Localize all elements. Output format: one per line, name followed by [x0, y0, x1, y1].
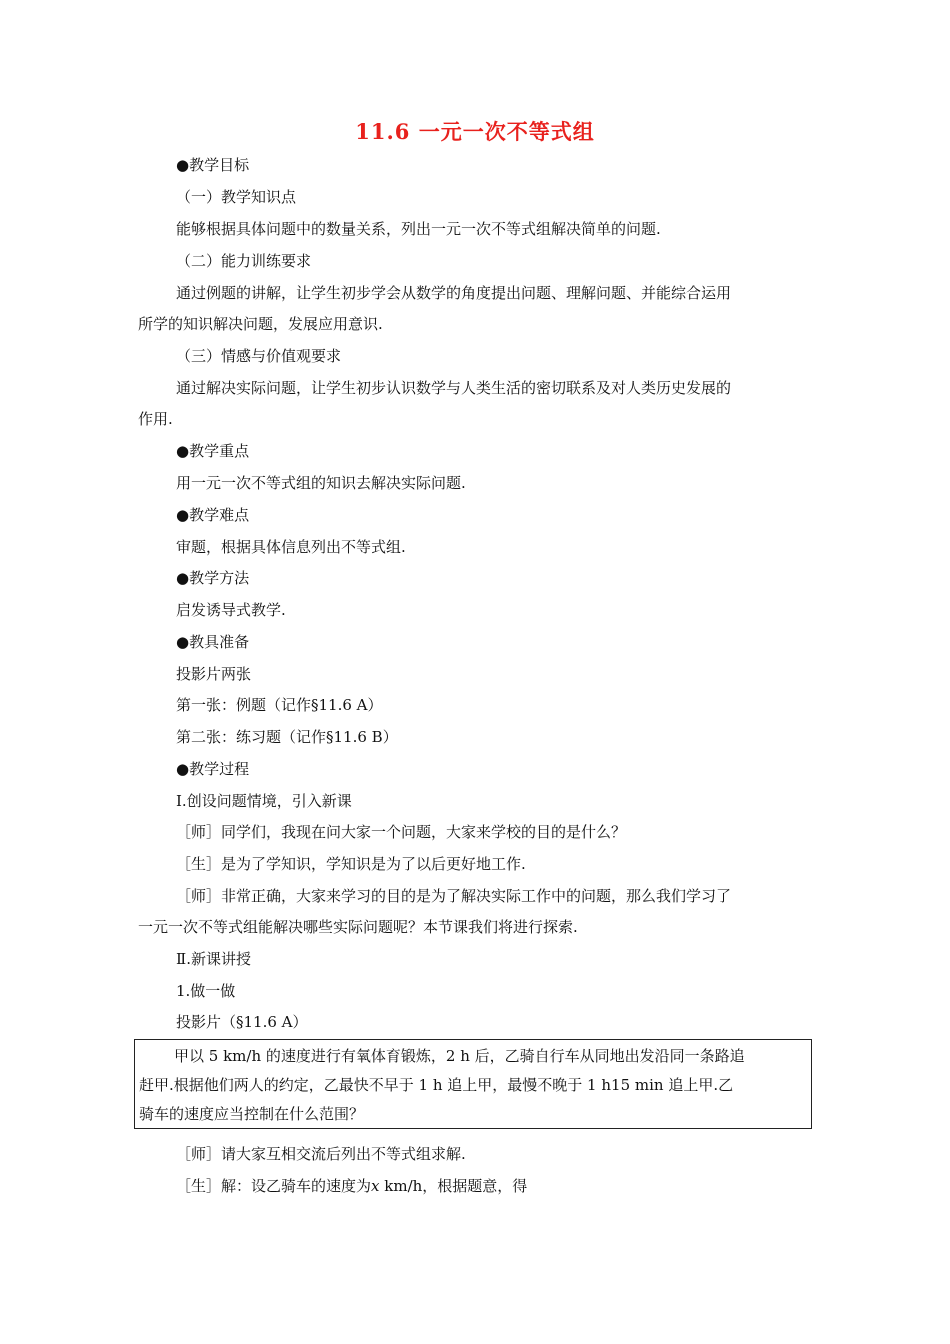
section-heading-key-points: ●教学重点	[176, 442, 250, 460]
paragraph-line: 通过解决实际问题，让学生初步认识数学与人类生活的密切联系及对人类历史发展的	[176, 379, 732, 397]
paragraph-line: ［生］是为了学知识，学知识是为了以后更好地工作.	[176, 855, 526, 873]
paragraph-line: 第一张：例题（记作§11.6 A）	[176, 696, 383, 714]
paragraph-line: 所学的知识解决问题，发展应用意识.	[138, 315, 383, 333]
paragraph-line: 投影片两张	[176, 665, 252, 683]
subheading-ability: （二）能力训练要求	[176, 252, 312, 270]
answer-prefix: ［生］解：设乙骑车的速度为	[176, 1177, 372, 1195]
paragraph-line: 投影片（§11.6 A）	[176, 1013, 308, 1031]
answer-suffix: km/h，根据题意，得	[379, 1177, 528, 1195]
section-heading-process: ●教学过程	[176, 760, 250, 778]
paragraph-line: 审题，根据具体信息列出不等式组.	[176, 538, 406, 556]
paragraph-line: ［师］请大家互相交流后列出不等式组求解.	[176, 1145, 466, 1163]
paragraph-line: ［师］非常正确，大家来学习的目的是为了解决实际工作中的问题，那么我们学习了	[176, 887, 732, 905]
variable-x: x	[371, 1177, 380, 1195]
paragraph-line: 用一元一次不等式组的知识去解决实际问题.	[176, 474, 466, 492]
paragraph-line	[176, 1176, 527, 1196]
paragraph-line: 1.做一做	[176, 982, 236, 1000]
example-problem-box	[134, 1039, 812, 1129]
section-heading-tools: ●教具准备	[176, 633, 250, 651]
document-title: 11.6 一元一次不等式组	[355, 119, 595, 144]
paragraph-line: 能够根据具体问题中的数量关系，列出一元一次不等式组解决简单的问题.	[176, 220, 661, 238]
box-line: 赶甲.根据他们两人的约定，乙最快不早于 1 h 追上甲，最慢不晚于 1 h15 min 追上甲.乙	[139, 1076, 734, 1094]
subheading-values: （三）情感与价值观要求	[176, 347, 342, 365]
section-heading-difficulties: ●教学难点	[176, 506, 250, 524]
paragraph-line: 作用.	[138, 410, 173, 428]
subheading-knowledge: （一）教学知识点	[176, 188, 297, 206]
section-heading-methods: ●教学方法	[176, 569, 250, 587]
paragraph-line: 通过例题的讲解，让学生初步学会从数学的角度提出问题、理解问题、并能综合运用	[176, 284, 732, 302]
paragraph-line: Ⅰ.创设问题情境，引入新课	[176, 792, 352, 810]
paragraph-line: 一元一次不等式组能解决哪些实际问题呢？本节课我们将进行探索.	[138, 918, 578, 936]
paragraph-line: ［师］同学们，我现在问大家一个问题，大家来学校的目的是什么？	[176, 823, 627, 841]
section-heading-objectives: ●教学目标	[176, 156, 250, 174]
box-line: 甲以 5 km/h 的速度进行有氧体育锻炼，2 h 后，乙骑自行车从同地出发沿同一条路追	[174, 1047, 745, 1065]
paragraph-line: 启发诱导式教学.	[176, 601, 286, 619]
paragraph-line: 第二张：练习题（记作§11.6 B）	[176, 728, 398, 746]
box-line: 骑车的速度应当控制在什么范围？	[139, 1105, 365, 1123]
paragraph-line: Ⅱ.新课讲授	[176, 950, 251, 968]
